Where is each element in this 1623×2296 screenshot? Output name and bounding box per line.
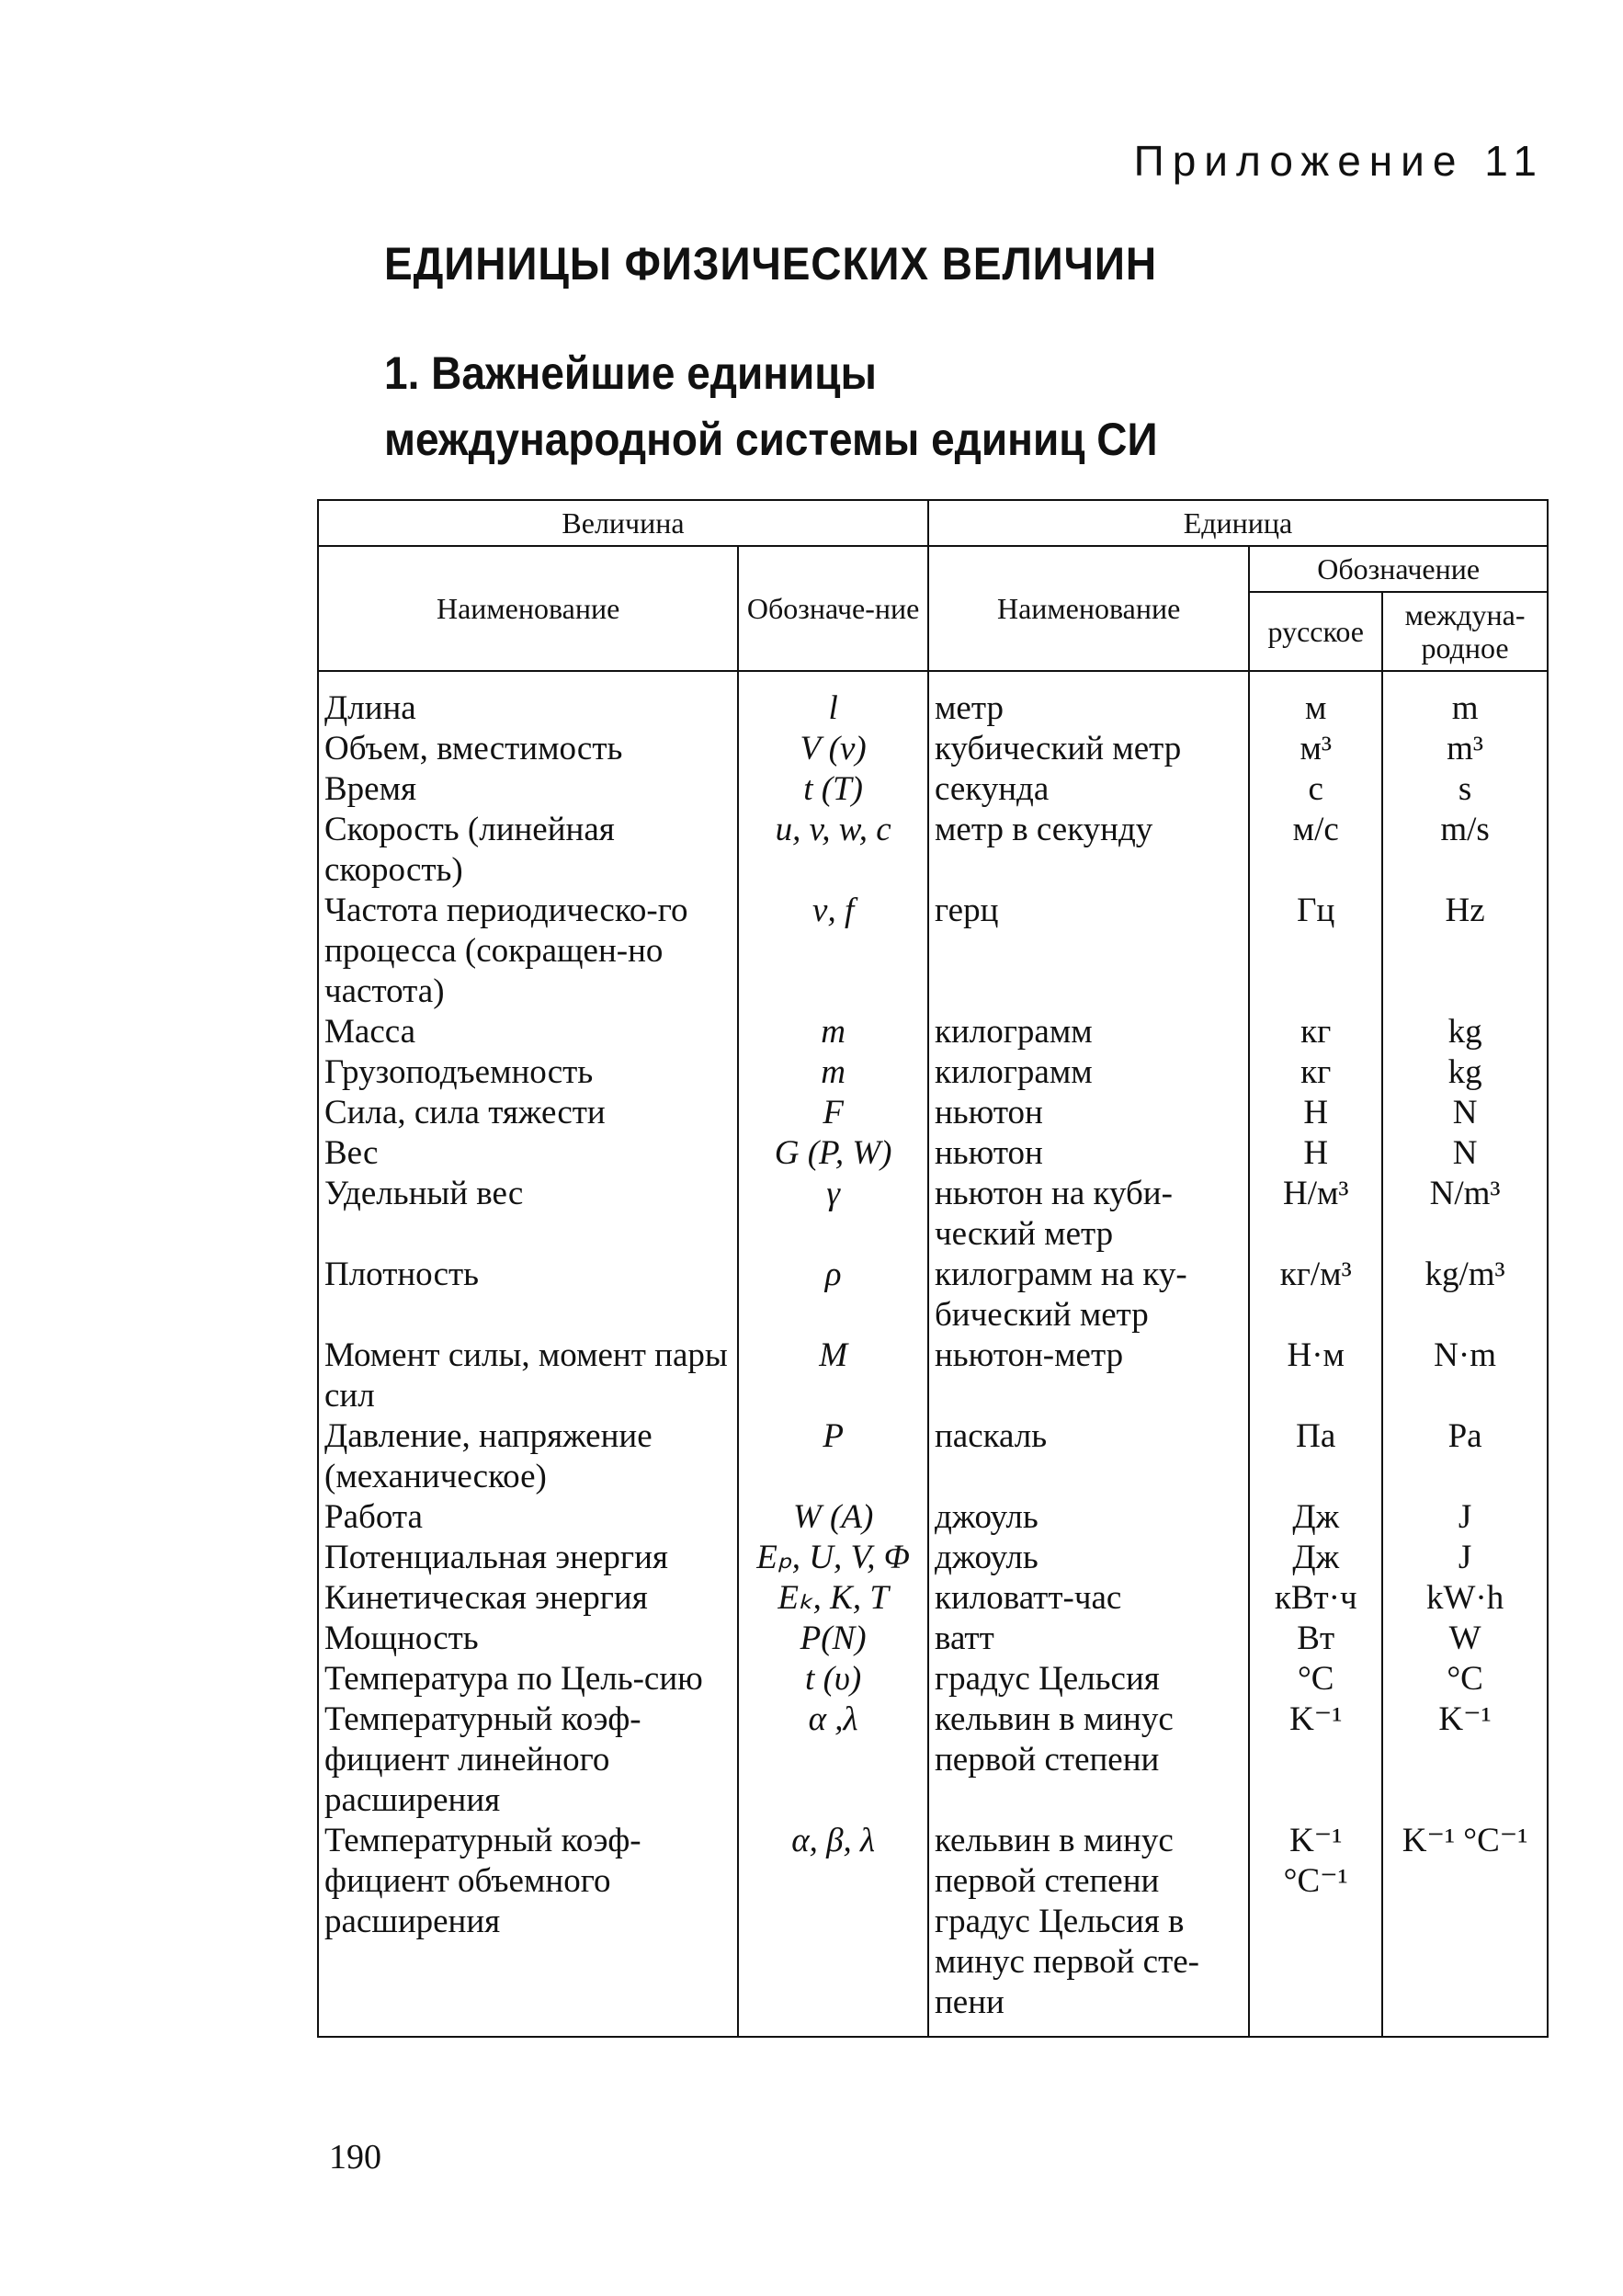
quantity-name-cell: Вес bbox=[318, 1133, 738, 1174]
unit-russian-cell: K⁻¹ bbox=[1249, 1699, 1382, 1821]
quantity-name-cell: Работа bbox=[318, 1497, 738, 1538]
unit-international-cell: Pa bbox=[1382, 1416, 1548, 1497]
quantity-symbol-cell: u, v, w, c bbox=[738, 810, 928, 891]
unit-name-cell: килограмм на ку-бический метр bbox=[928, 1255, 1249, 1336]
unit-russian-cell: кг bbox=[1249, 1012, 1382, 1052]
quantity-name-cell: Мощность bbox=[318, 1619, 738, 1659]
unit-russian-cell: Н·м bbox=[1249, 1336, 1382, 1416]
header-international: междуна-родное bbox=[1382, 592, 1548, 671]
unit-russian-cell: кг bbox=[1249, 1052, 1382, 1093]
unit-name-cell: ньютон bbox=[928, 1093, 1249, 1133]
quantity-name-cell: Удельный вес bbox=[318, 1174, 738, 1255]
table-row bbox=[318, 1336, 1548, 1416]
quantity-name-cell: Скорость (линейная скорость) bbox=[318, 810, 738, 891]
unit-international-cell: J bbox=[1382, 1497, 1548, 1538]
quantity-symbol-cell: m bbox=[738, 1052, 928, 1093]
unit-name-cell: ньютон на куби-ческий метр bbox=[928, 1174, 1249, 1255]
quantity-symbol-cell: γ bbox=[738, 1174, 928, 1255]
table-row bbox=[318, 1133, 1548, 1174]
unit-international-cell: K⁻¹ bbox=[1382, 1699, 1548, 1821]
unit-russian-cell: Па bbox=[1249, 1416, 1382, 1497]
unit-russian-cell: Н bbox=[1249, 1093, 1382, 1133]
quantity-symbol-cell: t (T) bbox=[738, 769, 928, 810]
unit-russian-cell: Гц bbox=[1249, 891, 1382, 1012]
unit-russian-cell: кг/м³ bbox=[1249, 1255, 1382, 1336]
quantity-symbol-cell: F bbox=[738, 1093, 928, 1133]
table-row bbox=[318, 1255, 1548, 1336]
table-row bbox=[318, 1093, 1548, 1133]
unit-international-cell: J bbox=[1382, 1538, 1548, 1578]
table-row bbox=[318, 1699, 1548, 1821]
quantity-symbol-cell: t (υ) bbox=[738, 1659, 928, 1699]
unit-international-cell: kg bbox=[1382, 1052, 1548, 1093]
section-title-line-2: международной системы единиц СИ bbox=[384, 414, 1158, 465]
header-quantity-symbol: Обозначе-ние bbox=[738, 546, 928, 671]
unit-russian-cell: Дж bbox=[1249, 1538, 1382, 1578]
unit-international-cell: kg/m³ bbox=[1382, 1255, 1548, 1336]
header-quantity: Величина bbox=[318, 500, 928, 546]
quantity-name-cell: Длина bbox=[318, 671, 738, 729]
quantity-symbol-cell: W (A) bbox=[738, 1497, 928, 1538]
unit-russian-cell: с bbox=[1249, 769, 1382, 810]
table-row bbox=[318, 810, 1548, 891]
unit-international-cell: m/s bbox=[1382, 810, 1548, 891]
quantity-symbol-cell: G (P, W) bbox=[738, 1133, 928, 1174]
header-unit-name: Наименование bbox=[928, 546, 1249, 671]
table-row bbox=[318, 1052, 1548, 1093]
unit-name-cell: ньютон-метр bbox=[928, 1336, 1249, 1416]
table-row bbox=[318, 729, 1548, 769]
quantity-symbol-cell: M bbox=[738, 1336, 928, 1416]
unit-name-cell: ньютон bbox=[928, 1133, 1249, 1174]
units-table bbox=[317, 499, 1549, 2038]
table-row bbox=[318, 1578, 1548, 1619]
quantity-symbol-cell: Eₖ, K, T bbox=[738, 1578, 928, 1619]
unit-russian-cell: м/с bbox=[1249, 810, 1382, 891]
table-row bbox=[318, 1416, 1548, 1497]
table-row bbox=[318, 1821, 1548, 2037]
unit-international-cell: W bbox=[1382, 1619, 1548, 1659]
unit-international-cell: K⁻¹ °C⁻¹ bbox=[1382, 1821, 1548, 2037]
page-number: 190 bbox=[329, 2138, 381, 2177]
unit-name-cell: метр в секунду bbox=[928, 810, 1249, 891]
quantity-symbol-cell: α ,λ bbox=[738, 1699, 928, 1821]
header-unit: Единица bbox=[928, 500, 1548, 546]
appendix-label: Приложение 11 bbox=[1133, 137, 1545, 185]
unit-name-cell: джоуль bbox=[928, 1497, 1249, 1538]
table-row bbox=[318, 891, 1548, 1012]
unit-name-cell: секунда bbox=[928, 769, 1249, 810]
quantity-symbol-cell: ν, f bbox=[738, 891, 928, 1012]
quantity-name-cell: Масса bbox=[318, 1012, 738, 1052]
quantity-name-cell: Потенциальная энергия bbox=[318, 1538, 738, 1578]
unit-international-cell: N bbox=[1382, 1133, 1548, 1174]
table-row bbox=[318, 1538, 1548, 1578]
unit-name-cell: кубический метр bbox=[928, 729, 1249, 769]
unit-international-cell: N bbox=[1382, 1093, 1548, 1133]
unit-international-cell: N/m³ bbox=[1382, 1174, 1548, 1255]
unit-international-cell: m³ bbox=[1382, 729, 1548, 769]
section-title bbox=[384, 340, 1158, 472]
quantity-name-cell: Объем, вместимость bbox=[318, 729, 738, 769]
header-designation: Обозначение bbox=[1249, 546, 1548, 592]
quantity-name-cell: Частота периодическо-го процесса (сокращен-но частота) bbox=[318, 891, 738, 1012]
unit-name-cell: метр bbox=[928, 671, 1249, 729]
section-title-line-1: 1. Важнейшие единицы bbox=[384, 347, 877, 399]
unit-international-cell: kW·h bbox=[1382, 1578, 1548, 1619]
quantity-name-cell: Момент силы, момент пары сил bbox=[318, 1336, 738, 1416]
unit-name-cell: кельвин в минус первой степени градус Цельсия в минус первой сте-пени bbox=[928, 1821, 1249, 2037]
unit-russian-cell: Н/м³ bbox=[1249, 1174, 1382, 1255]
unit-name-cell: кельвин в минус первой степени bbox=[928, 1699, 1249, 1821]
quantity-symbol-cell: m bbox=[738, 1012, 928, 1052]
unit-russian-cell: °C bbox=[1249, 1659, 1382, 1699]
unit-name-cell: килограмм bbox=[928, 1012, 1249, 1052]
unit-name-cell: килограмм bbox=[928, 1052, 1249, 1093]
quantity-symbol-cell: ρ bbox=[738, 1255, 928, 1336]
table-row bbox=[318, 1619, 1548, 1659]
unit-name-cell: градус Цельсия bbox=[928, 1659, 1249, 1699]
quantity-name-cell: Сила, сила тяжести bbox=[318, 1093, 738, 1133]
unit-international-cell: Hz bbox=[1382, 891, 1548, 1012]
unit-russian-cell: Н bbox=[1249, 1133, 1382, 1174]
unit-russian-cell: Дж bbox=[1249, 1497, 1382, 1538]
unit-russian-cell: Вт bbox=[1249, 1619, 1382, 1659]
unit-international-cell: kg bbox=[1382, 1012, 1548, 1052]
quantity-name-cell: Грузоподъемность bbox=[318, 1052, 738, 1093]
unit-international-cell: m bbox=[1382, 671, 1548, 729]
table-row bbox=[318, 671, 1548, 729]
unit-russian-cell: м bbox=[1249, 671, 1382, 729]
unit-name-cell: ватт bbox=[928, 1619, 1249, 1659]
table-row bbox=[318, 1659, 1548, 1699]
quantity-name-cell: Время bbox=[318, 769, 738, 810]
page-title: ЕДИНИЦЫ ФИЗИЧЕСКИХ ВЕЛИЧИН bbox=[384, 238, 1158, 290]
unit-international-cell: s bbox=[1382, 769, 1548, 810]
unit-name-cell: герц bbox=[928, 891, 1249, 1012]
quantity-symbol-cell: Eₚ, U, V, Φ bbox=[738, 1538, 928, 1578]
unit-name-cell: джоуль bbox=[928, 1538, 1249, 1578]
unit-russian-cell: м³ bbox=[1249, 729, 1382, 769]
header-russian: русское bbox=[1249, 592, 1382, 671]
quantity-name-cell: Температурный коэф-фициент объемного расширения bbox=[318, 1821, 738, 2037]
unit-international-cell: °C bbox=[1382, 1659, 1548, 1699]
unit-international-cell: N·m bbox=[1382, 1336, 1548, 1416]
quantity-symbol-cell: l bbox=[738, 671, 928, 729]
table-row bbox=[318, 1174, 1548, 1255]
unit-name-cell: паскаль bbox=[928, 1416, 1249, 1497]
quantity-name-cell: Температура по Цель-сию bbox=[318, 1659, 738, 1699]
table-row bbox=[318, 1497, 1548, 1538]
unit-russian-cell: кВт·ч bbox=[1249, 1578, 1382, 1619]
quantity-name-cell: Плотность bbox=[318, 1255, 738, 1336]
table-row bbox=[318, 1012, 1548, 1052]
quantity-symbol-cell: V (v) bbox=[738, 729, 928, 769]
table-row bbox=[318, 769, 1548, 810]
quantity-symbol-cell: P(N) bbox=[738, 1619, 928, 1659]
unit-name-cell: киловатт-час bbox=[928, 1578, 1249, 1619]
quantity-name-cell: Давление, напряжение (механическое) bbox=[318, 1416, 738, 1497]
quantity-name-cell: Температурный коэф-фициент линейного расширения bbox=[318, 1699, 738, 1821]
quantity-symbol-cell: P bbox=[738, 1416, 928, 1497]
table-header bbox=[318, 500, 1548, 671]
quantity-symbol-cell: α, β, λ bbox=[738, 1821, 928, 2037]
quantity-name-cell: Кинетическая энергия bbox=[318, 1578, 738, 1619]
table-body bbox=[318, 671, 1548, 2037]
header-quantity-name: Наименование bbox=[318, 546, 738, 671]
unit-russian-cell: K⁻¹ °C⁻¹ bbox=[1249, 1821, 1382, 2037]
